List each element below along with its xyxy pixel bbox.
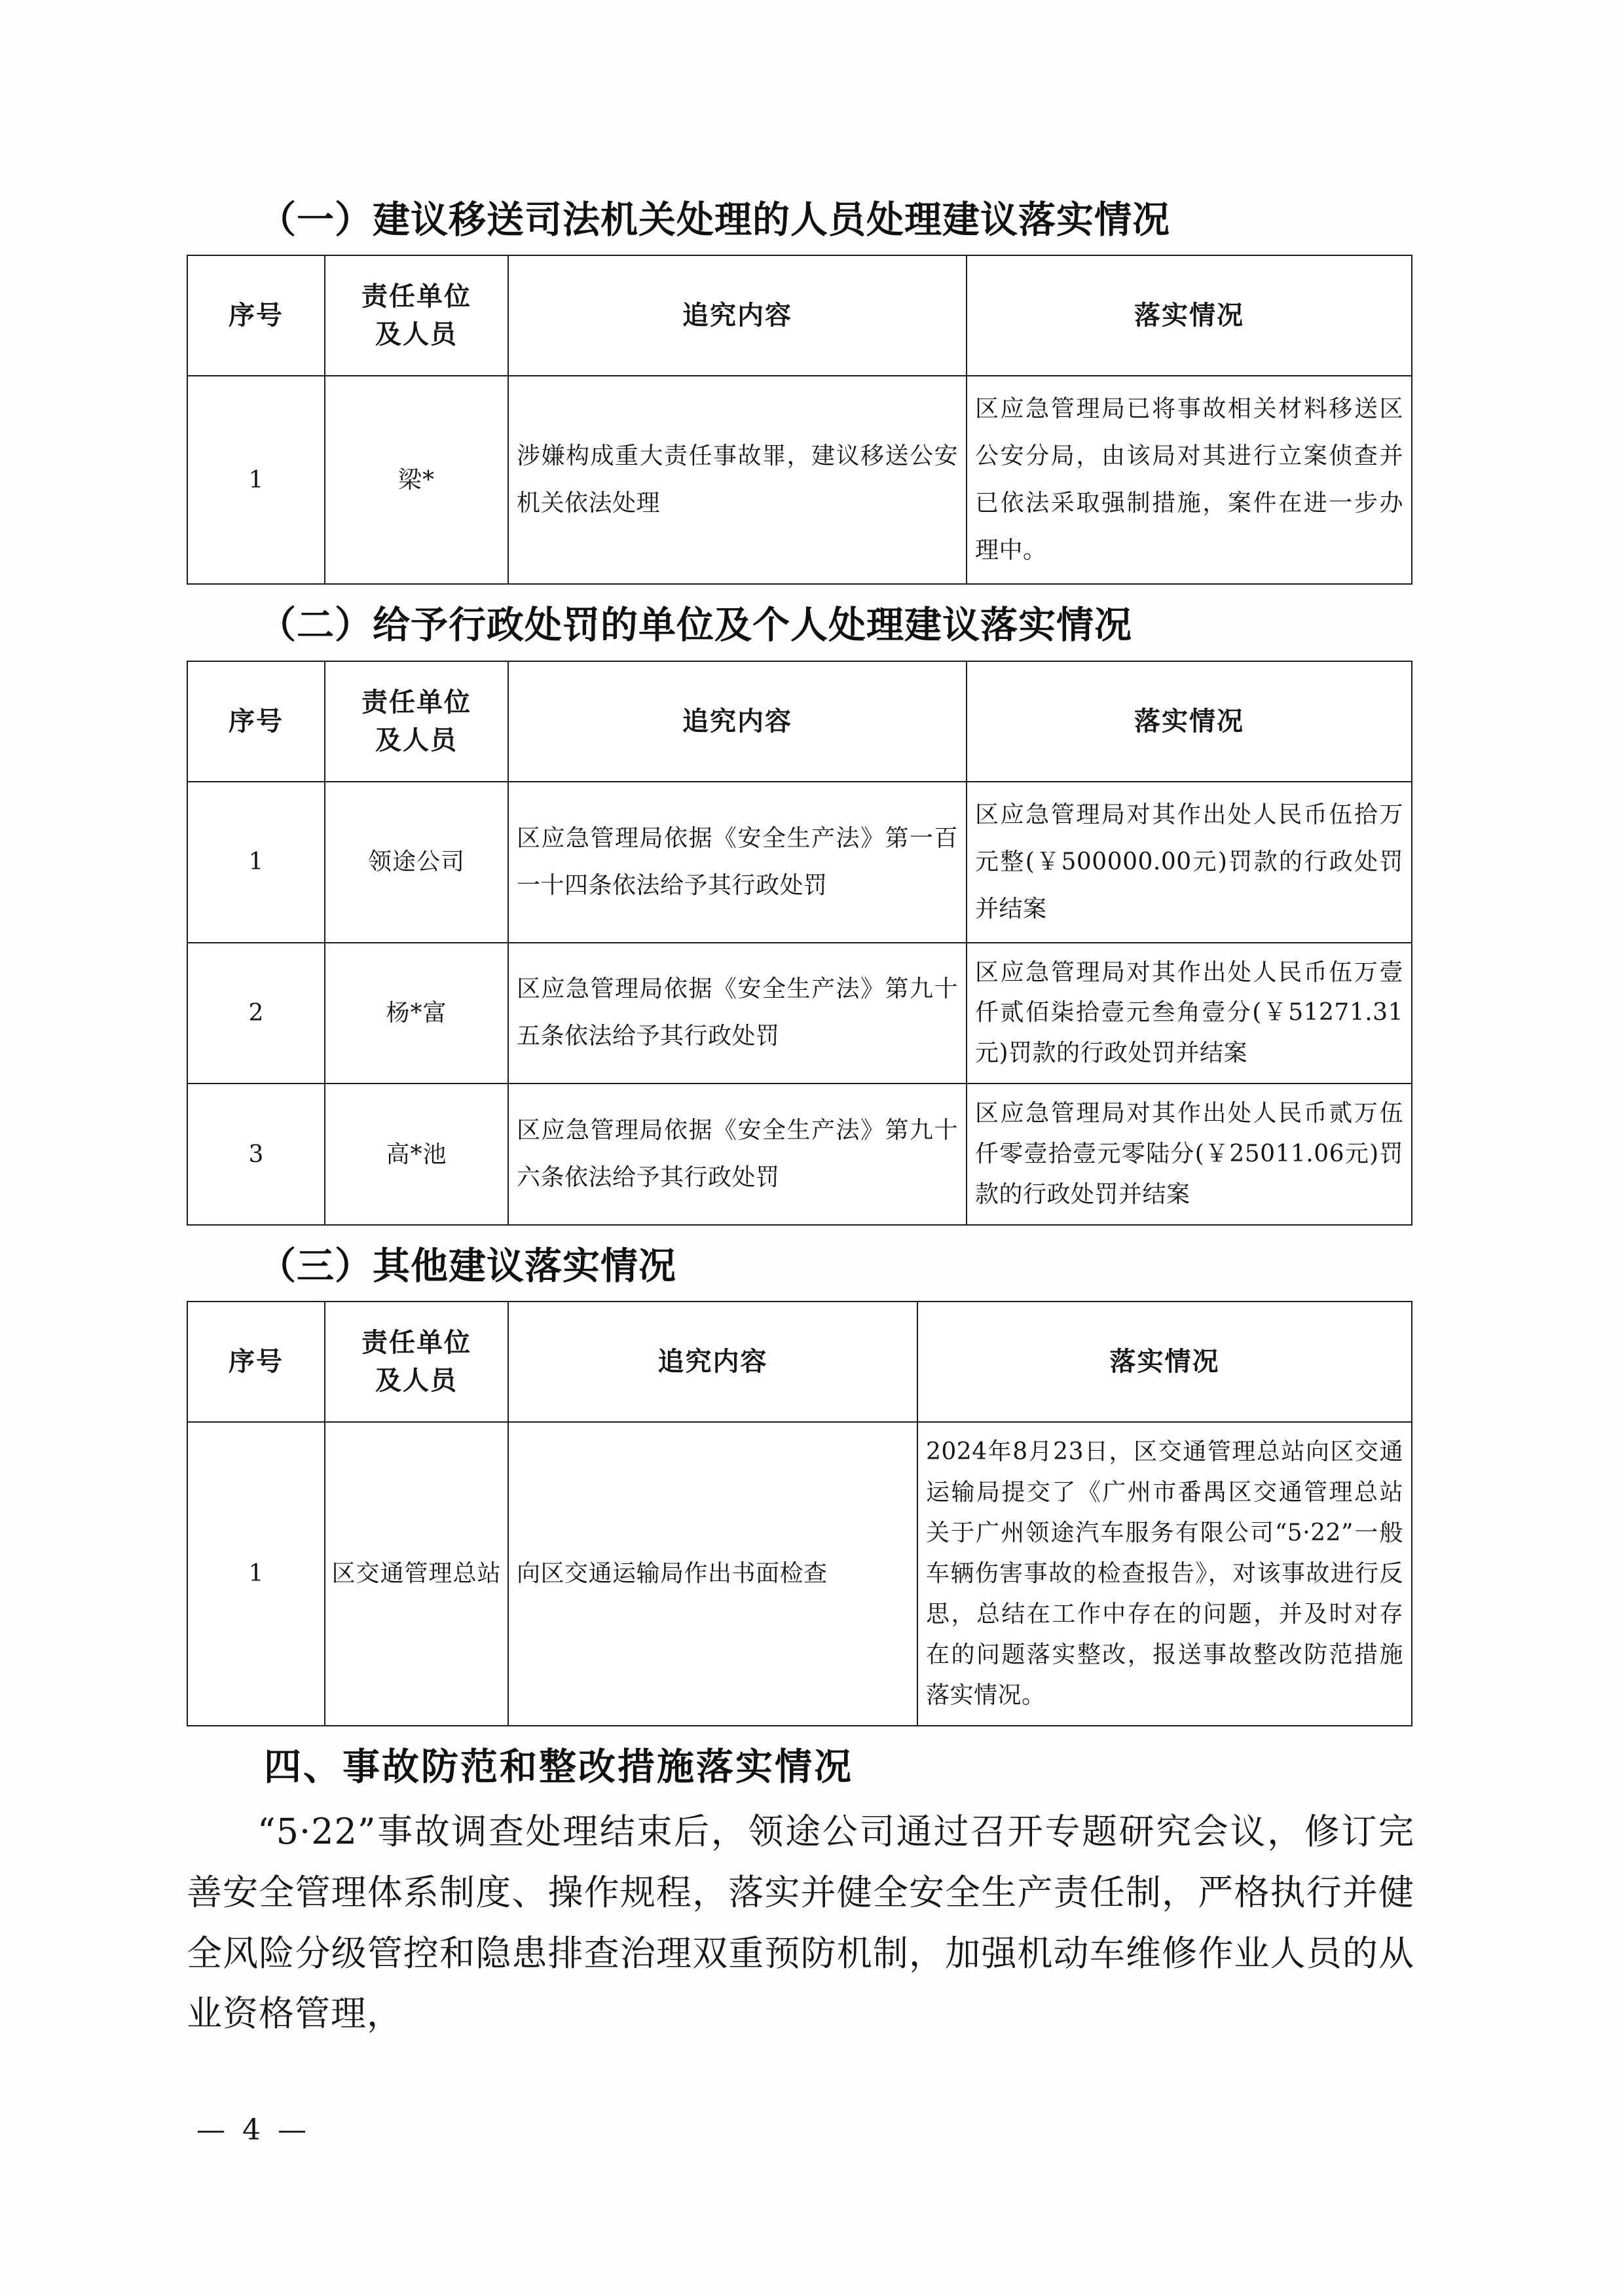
column-header-unit-line2: 及人员: [375, 1365, 458, 1396]
column-header-result: 落实情况: [967, 255, 1412, 376]
table-judicial-transfer: [187, 255, 1412, 585]
cell-index: 1: [187, 782, 325, 943]
table-header-row: [187, 255, 1412, 376]
cell-index: 1: [187, 376, 325, 584]
cell-content: 向区交通运输局作出书面检查: [508, 1422, 917, 1725]
table-header-row: [187, 1302, 1412, 1422]
cell-result: 区应急管理局对其作出处人民币伍拾万元整(￥500000.00元)罚款的行政处罚并结案: [967, 782, 1412, 943]
section-four-paragraph: “5·22”事故调查处理结束后，领途公司通过召开专题研究会议，修订完善安全管理体系制度、操作规程，落实并健全安全生产责任制，严格执行并健全风险分级管控和隐患排查治理双重预防机制，加强机动车维修作业人员的从业资格管理，: [187, 1810, 1414, 2035]
table-other-recommendations: [187, 1301, 1412, 1726]
column-header-unit-line2: 及人员: [375, 319, 458, 350]
column-header-content: 追究内容: [508, 661, 967, 782]
cell-result: 2024年8月23日，区交通管理总站向区交通运输局提交了《广州市番禺区交通管理总站关于广州领途汽车服务有限公司“5·22”一般车辆伤害事故的检查报告》，对该事故进行反思，总结在工作中存在的问题，并及时对存在的问题落实整改，报送事故整改防范措施落实情况。: [917, 1422, 1412, 1725]
column-header-unit: [325, 661, 508, 782]
column-header-result: 落实情况: [917, 1302, 1412, 1422]
cell-content: 涉嫌构成重大责任事故罪，建议移送公安机关依法处理: [508, 376, 967, 584]
column-header-unit: [325, 255, 508, 376]
table-row: [187, 1084, 1412, 1225]
column-header-unit: [325, 1302, 508, 1422]
cell-unit: 高*池: [325, 1084, 508, 1225]
column-header-unit-line1: 责任单位: [361, 1327, 471, 1358]
cell-content: 区应急管理局依据《安全生产法》第九十五条依法给予其行政处罚: [508, 943, 967, 1084]
cell-index: 3: [187, 1084, 325, 1225]
table-row: [187, 376, 1412, 584]
section-heading-2: （二）给予行政处罚的单位及个人处理建议落实情况: [259, 603, 1132, 647]
cell-unit: 区交通管理总站: [325, 1422, 508, 1725]
column-header-index: 序号: [187, 1302, 325, 1422]
cell-result: 区应急管理局对其作出处人民币贰万伍仟零壹拾壹元零陆分(￥25011.06元)罚款的行政处罚并结案: [967, 1084, 1412, 1225]
section-heading-four: 四、事故防范和整改措施落实情况: [264, 1744, 853, 1789]
cell-index: 1: [187, 1422, 325, 1725]
column-header-content: 追究内容: [508, 255, 967, 376]
section-heading-3: （三）其他建议落实情况: [259, 1243, 676, 1288]
section-heading-1: （一）建议移送司法机关处理的人员处理建议落实情况: [259, 198, 1170, 242]
cell-unit: 领途公司: [325, 782, 508, 943]
cell-unit: 梁*: [325, 376, 508, 584]
cell-content: 区应急管理局依据《安全生产法》第九十六条依法给予其行政处罚: [508, 1084, 967, 1225]
table-administrative-penalty: [187, 661, 1412, 1226]
table-row: [187, 943, 1412, 1084]
table-row: [187, 1422, 1412, 1725]
cell-index: 2: [187, 943, 325, 1084]
column-header-result: 落实情况: [967, 661, 1412, 782]
cell-result: 区应急管理局已将事故相关材料移送区公安分局，由该局对其进行立案侦查并已依法采取强制措施，案件在进一步办理中。: [967, 376, 1412, 584]
table-header-row: [187, 661, 1412, 782]
page-content: [187, 196, 1414, 2045]
column-header-content: 追究内容: [508, 1302, 917, 1422]
cell-content: 区应急管理局依据《安全生产法》第一百一十四条依法给予其行政处罚: [508, 782, 967, 943]
cell-unit: 杨*富: [325, 943, 508, 1084]
column-header-index: 序号: [187, 255, 325, 376]
column-header-index: 序号: [187, 661, 325, 782]
column-header-unit-line1: 责任单位: [361, 281, 471, 312]
column-header-unit-line1: 责任单位: [361, 686, 471, 718]
table-row: [187, 782, 1412, 943]
cell-result: 区应急管理局对其作出处人民币伍万壹仟贰佰柒拾壹元叁角壹分(￥51271.31元)罚款的行政处罚并结案: [967, 943, 1412, 1084]
page-number: — 4 —: [196, 2113, 310, 2147]
column-header-unit-line2: 及人员: [375, 724, 458, 756]
